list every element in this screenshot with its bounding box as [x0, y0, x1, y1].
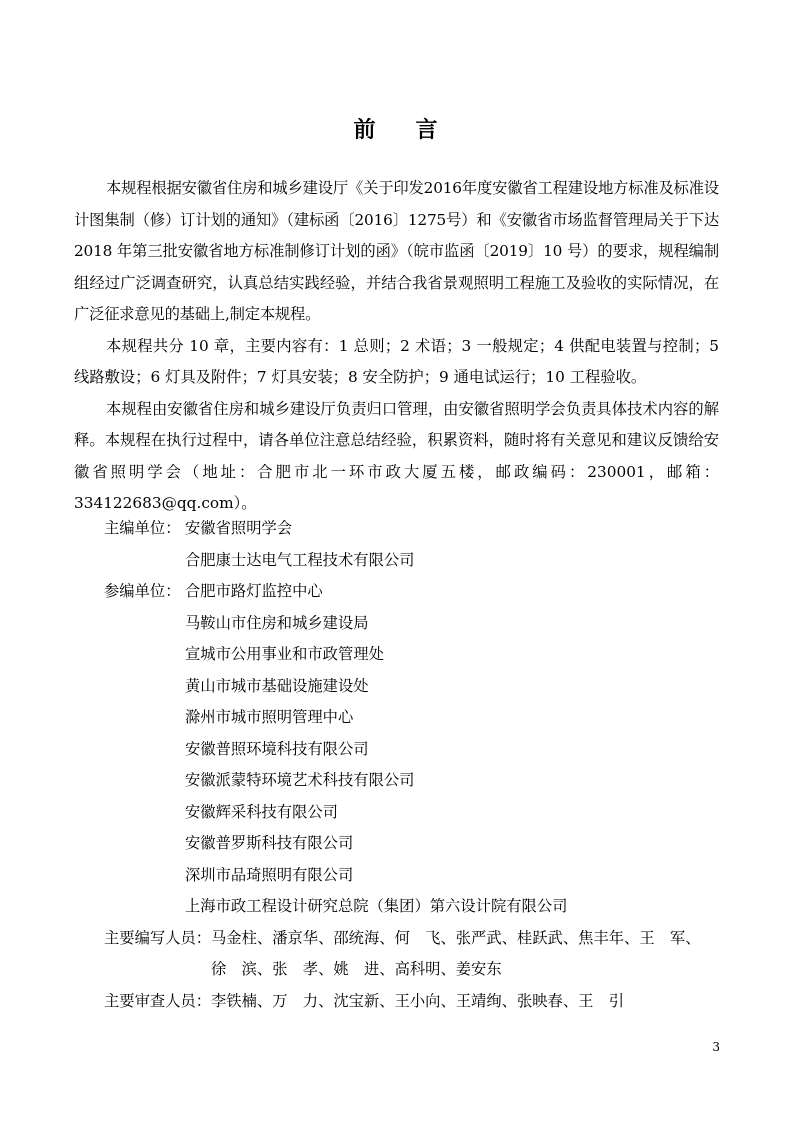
participant-5: 滁州市城市照明管理中心 — [185, 708, 354, 726]
reviewers-row — [104, 986, 701, 1018]
chief-editors-label: 主编单位： — [104, 519, 181, 537]
paragraph-3: 本规程由安徽省住房和城乡建设厅负责归口管理，由安徽省照明学会负责具体技术内容的解释。本规程在执行过程中，请各单位注意总结经验，积累资料，随时将有关意见和建议反馈给安徽省照明学会（地址：合肥市北一环市政大厦五楼，邮政编码：230001，邮箱：334122683@qq.com）。 — [74, 399, 719, 512]
title-char-2: 言 — [415, 118, 440, 143]
chief-editors-block — [104, 513, 701, 1017]
participant-10: 深圳市品琦照明有限公司 — [185, 865, 354, 884]
paragraph-2: 本规程共分 10 章，主要内容有：1 总则；2 术语；3 一般规定；4 供配电装置与控制；5 线路敷设；6 灯具及附件；7 灯具安装；8 安全防护；9 通电试运行；10 工程验收。 — [74, 336, 719, 386]
drafters-label: 主要编写人员： — [104, 928, 212, 947]
paragraph-1: 本规程根据安徽省住房和城乡建设厅《关于印发2016年度安徽省工程建设地方标准及标准设计图集制（修）订计划的通知》（建标函〔2016〕1275号）和《安徽省市场监督管理局关于下达 2018 年第三批安徽省地方标准制修订计划的函》（皖市监函〔2019〕10 号）的要求，规程编制组经过广泛调查研究，认真总结实践经验，并结合我省景观照明工程施工及验收的实际情况，在广泛征求意见的基础上,制定本规程。 — [74, 179, 719, 323]
title-char-1: 前 — [353, 118, 378, 143]
participants-row — [104, 576, 701, 608]
drafters-line-1: 马金柱、潘京华、邵统海、何 飞、张严武、桂跃武、焦丰年、王 军、 — [211, 928, 701, 947]
participant-2: 马鞍山市住房和城乡建设局 — [185, 613, 369, 632]
preface-body — [74, 173, 719, 520]
participant-8: 安徽辉采科技有限公司 — [185, 802, 338, 821]
page-number: 3 — [712, 1040, 720, 1054]
reviewers-line-1: 李铁楠、万 力、沈宝新、王小向、王靖绚、张映春、王 引 — [211, 991, 625, 1010]
drafters-row — [104, 923, 701, 955]
participant-9: 安徽普罗斯科技有限公司 — [185, 834, 354, 852]
page-title — [0, 113, 793, 144]
participant-6: 安徽普照环境科技有限公司 — [185, 739, 369, 758]
reviewers-label: 主要审查人员： — [104, 991, 212, 1010]
participant-1: 合肥市路灯监控中心 — [185, 582, 323, 600]
participant-4: 黄山市城市基础设施建设处 — [185, 676, 369, 695]
chief-editors-row — [104, 513, 701, 545]
drafters-line-2: 徐 滨、张 孝、姚 进、高科明、姜安东 — [211, 960, 502, 978]
chief-editor-1: 安徽省照明学会 — [185, 519, 293, 537]
participant-7: 安徽派蒙特环境艺术科技有限公司 — [185, 771, 415, 789]
participants-label: 参编单位： — [104, 582, 181, 600]
participant-3: 宣城市公用事业和市政管理处 — [185, 645, 384, 663]
chief-editor-2: 合肥康士达电气工程技术有限公司 — [185, 550, 415, 569]
participant-11: 上海市政工程设计研究总院（集团）第六设计院有限公司 — [185, 897, 568, 915]
